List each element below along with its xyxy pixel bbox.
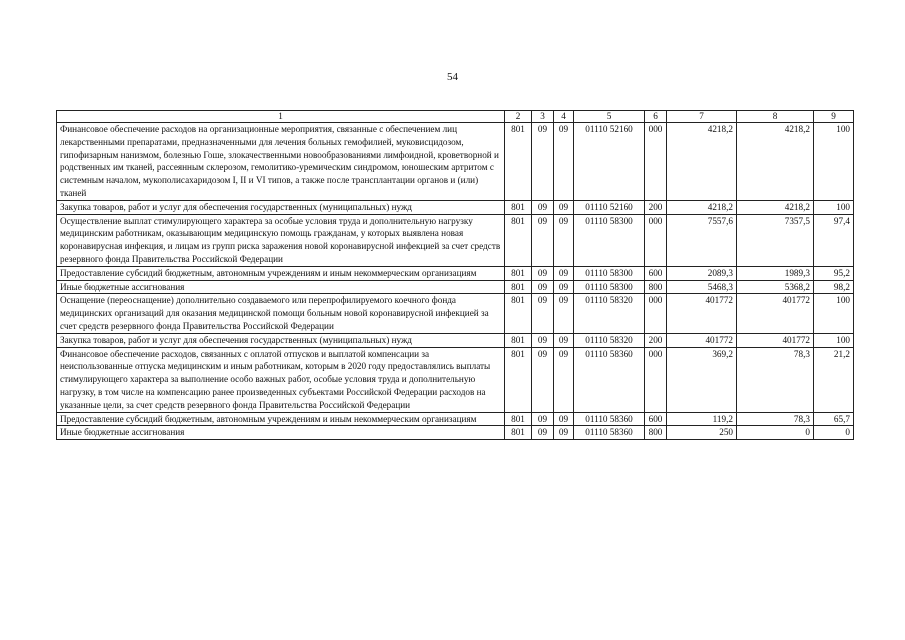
row-name: Предоставление субсидий бюджетным, автономным учреждениям и иным некоммерческим организациям: [57, 412, 505, 426]
row-plan-amount: 2089,3: [667, 266, 737, 280]
row-name: Оснащение (переоснащение) дополнительно создаваемого или перепрофилируемого коечного фонда медицинских организаций для оказания медицинской помощи больным новой коронавирусной инфекцией за счет средств резервного фонда Правительства Российской Федерации: [57, 294, 505, 333]
row-section: 09: [532, 214, 554, 266]
row-expense-type: 800: [645, 280, 667, 294]
table-header-row: [57, 111, 854, 123]
row-expense-type: 000: [645, 123, 667, 201]
row-name: Иные бюджетные ассигнования: [57, 426, 505, 440]
row-subsection: 09: [554, 214, 574, 266]
row-plan-amount: 7557,6: [667, 214, 737, 266]
row-percent: 65,7: [814, 412, 854, 426]
row-grbs: 801: [505, 294, 532, 333]
row-expense-type: 000: [645, 294, 667, 333]
row-name: Закупка товаров, работ и услуг для обеспечения государственных (муниципальных) нужд: [57, 200, 505, 214]
row-actual-amount: 401772: [737, 294, 814, 333]
row-percent: 100: [814, 123, 854, 201]
row-grbs: 801: [505, 280, 532, 294]
row-percent: 97,4: [814, 214, 854, 266]
row-grbs: 801: [505, 214, 532, 266]
row-actual-amount: 4218,2: [737, 123, 814, 201]
row-percent: 98,2: [814, 280, 854, 294]
row-plan-amount: 401772: [667, 333, 737, 347]
row-name: Предоставление субсидий бюджетным, автономным учреждениям и иным некоммерческим организациям: [57, 266, 505, 280]
row-subsection: 09: [554, 412, 574, 426]
row-section: 09: [532, 123, 554, 201]
row-target-article: 01110 58360: [574, 426, 645, 440]
row-section: 09: [532, 294, 554, 333]
table-row: [57, 266, 854, 280]
row-plan-amount: 401772: [667, 294, 737, 333]
table-row: [57, 294, 854, 333]
row-actual-amount: 5368,2: [737, 280, 814, 294]
table-row: [57, 200, 854, 214]
page-number: 54: [447, 71, 458, 83]
table-row: [57, 123, 854, 201]
row-target-article: 01110 58320: [574, 333, 645, 347]
row-subsection: 09: [554, 347, 574, 412]
row-plan-amount: 369,2: [667, 347, 737, 412]
row-percent: 100: [814, 333, 854, 347]
row-percent: 100: [814, 294, 854, 333]
row-percent: 0: [814, 426, 854, 440]
row-section: 09: [532, 200, 554, 214]
row-grbs: 801: [505, 347, 532, 412]
row-target-article: 01110 58360: [574, 412, 645, 426]
budget-table: [56, 110, 854, 440]
row-actual-amount: 7357,5: [737, 214, 814, 266]
row-actual-amount: 78,3: [737, 412, 814, 426]
row-expense-type: 800: [645, 426, 667, 440]
row-expense-type: 000: [645, 214, 667, 266]
column-header-7: 7: [667, 111, 737, 123]
row-grbs: 801: [505, 412, 532, 426]
row-target-article: 01110 58300: [574, 214, 645, 266]
row-percent: 21,2: [814, 347, 854, 412]
row-expense-type: 600: [645, 412, 667, 426]
row-target-article: 01110 58300: [574, 266, 645, 280]
table-row: [57, 412, 854, 426]
table-row: [57, 214, 854, 266]
row-grbs: 801: [505, 426, 532, 440]
row-subsection: 09: [554, 294, 574, 333]
column-header-9: 9: [814, 111, 854, 123]
table-row: [57, 333, 854, 347]
row-subsection: 09: [554, 266, 574, 280]
row-grbs: 801: [505, 333, 532, 347]
row-subsection: 09: [554, 426, 574, 440]
column-header-2: 2: [505, 111, 532, 123]
row-target-article: 01110 58300: [574, 280, 645, 294]
column-header-8: 8: [737, 111, 814, 123]
row-percent: 100: [814, 200, 854, 214]
row-name: Иные бюджетные ассигнования: [57, 280, 505, 294]
table-row: [57, 347, 854, 412]
row-section: 09: [532, 412, 554, 426]
row-subsection: 09: [554, 333, 574, 347]
row-name: Финансовое обеспечение расходов, связанных с оплатой отпусков и выплатой компенсации за неиспользованные отпуска медицинским и иным работникам, которым в 2020 году предоставлялись выплаты стимулирующего характера за выполнение особо важных работ, особые условия труда и дополнительную нагрузку, в том числе на компенсацию ранее произведенных субъектами Российской Федерации расходов на указанные цели, за счет средств резервного фонда Правительства Российской Федерации: [57, 347, 505, 412]
row-name: Закупка товаров, работ и услуг для обеспечения государственных (муниципальных) нужд: [57, 333, 505, 347]
row-percent: 95,2: [814, 266, 854, 280]
row-expense-type: 200: [645, 200, 667, 214]
row-expense-type: 600: [645, 266, 667, 280]
row-plan-amount: 119,2: [667, 412, 737, 426]
row-plan-amount: 250: [667, 426, 737, 440]
row-subsection: 09: [554, 123, 574, 201]
row-subsection: 09: [554, 200, 574, 214]
row-section: 09: [532, 280, 554, 294]
row-actual-amount: 401772: [737, 333, 814, 347]
row-subsection: 09: [554, 280, 574, 294]
row-expense-type: 200: [645, 333, 667, 347]
row-target-article: 01110 58320: [574, 294, 645, 333]
row-expense-type: 000: [645, 347, 667, 412]
column-header-6: 6: [645, 111, 667, 123]
column-header-4: 4: [554, 111, 574, 123]
row-actual-amount: 78,3: [737, 347, 814, 412]
row-plan-amount: 4218,2: [667, 200, 737, 214]
row-grbs: 801: [505, 266, 532, 280]
row-section: 09: [532, 333, 554, 347]
row-section: 09: [532, 266, 554, 280]
table-body: [57, 123, 854, 440]
row-grbs: 801: [505, 123, 532, 201]
table-row: [57, 426, 854, 440]
column-header-1: 1: [57, 111, 505, 123]
row-plan-amount: 4218,2: [667, 123, 737, 201]
table-row: [57, 280, 854, 294]
row-target-article: 01110 58360: [574, 347, 645, 412]
row-grbs: 801: [505, 200, 532, 214]
row-plan-amount: 5468,3: [667, 280, 737, 294]
row-name: Осуществление выплат стимулирующего характера за особые условия труда и дополнительную нагрузку медицинским работникам, оказывающим медицинскую помощь гражданам, у которых выявлена новая коронавирусная инфекция, и лицам из групп риска заражения новой коронавирусной инфекцией за счет средств резервного фонда Правительства Российской Федерации: [57, 214, 505, 266]
row-name: Финансовое обеспечение расходов на организационные мероприятия, связанные с обеспечением лиц лекарственными препаратами, предназначенными для лечения больных гемофилией, муковисцидозом, гипофизарным нанизмом, болезнью Гоше, злокачественными новообразованиями лимфоидной, кроветворной и родственных им тканей, рассеянным склерозом, гемолитико-уремическим синдромом, юношеским артритом с системным началом, мукополисахаридозом I, II и VI типов, а также после трансплантации органов и (или) тканей: [57, 123, 505, 201]
row-actual-amount: 1989,3: [737, 266, 814, 280]
row-actual-amount: 0: [737, 426, 814, 440]
column-header-5: 5: [574, 111, 645, 123]
row-section: 09: [532, 426, 554, 440]
row-actual-amount: 4218,2: [737, 200, 814, 214]
column-header-3: 3: [532, 111, 554, 123]
row-target-article: 01110 52160: [574, 200, 645, 214]
row-target-article: 01110 52160: [574, 123, 645, 201]
row-section: 09: [532, 347, 554, 412]
